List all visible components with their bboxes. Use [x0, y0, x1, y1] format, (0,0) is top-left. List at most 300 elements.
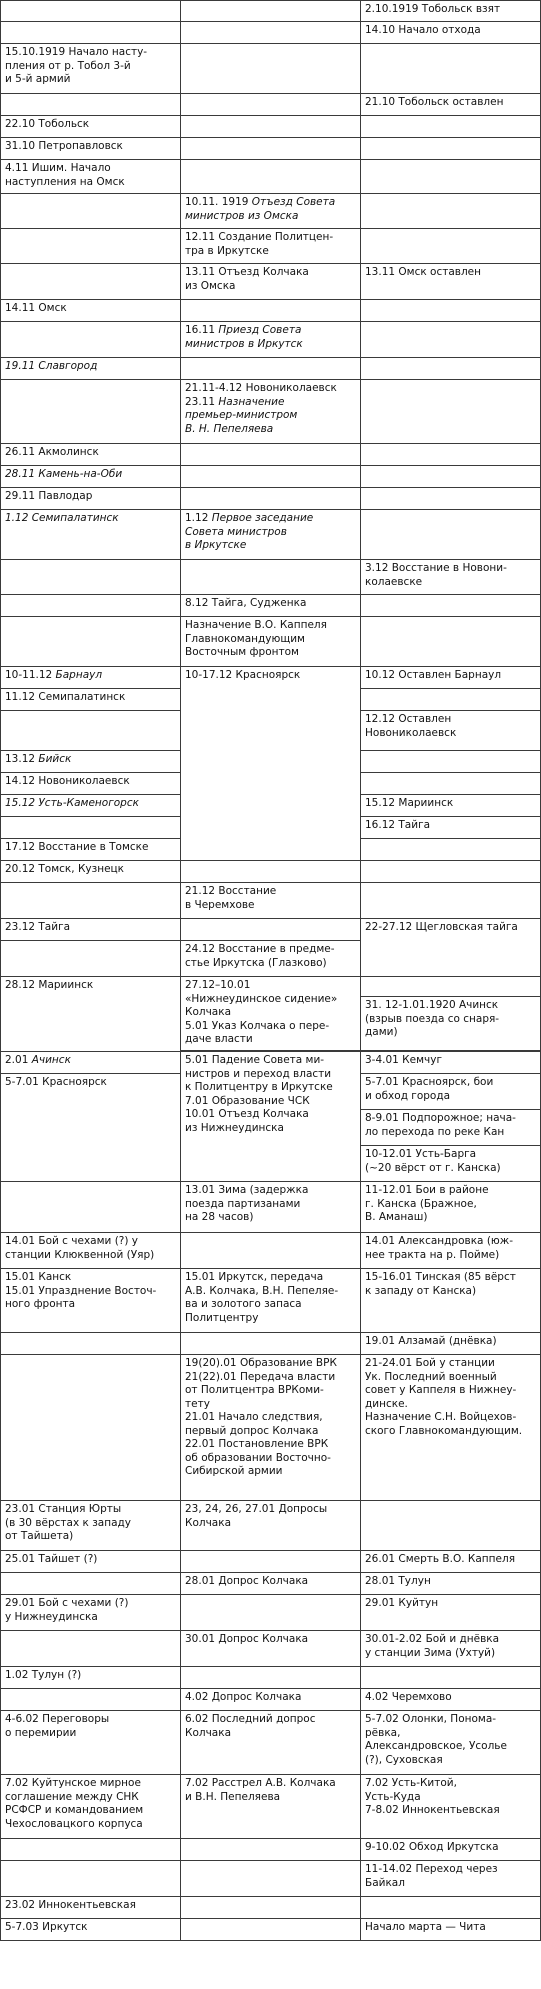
cell-line: Чехословацкого корпуса — [5, 1817, 143, 1830]
cell — [1, 1052, 181, 1074]
cell — [1, 1711, 181, 1775]
cell — [181, 941, 361, 977]
cell-line: 25.01 Тайшет (?) — [5, 1553, 98, 1565]
italic-line: 19.11 Славгород — [5, 360, 98, 372]
cell — [361, 1269, 541, 1333]
italic-text: Отъезд Совета — [251, 196, 336, 208]
cell-line: 29.01 Куйтун — [365, 1597, 439, 1609]
cell — [361, 1775, 541, 1839]
cell — [361, 1839, 541, 1861]
cell — [361, 1861, 541, 1897]
cell — [361, 160, 541, 194]
cell — [181, 116, 361, 138]
cell — [361, 997, 541, 1051]
cell-line: нистров и переход власти — [185, 1067, 332, 1080]
cell-line: 11.12 Семипалатинск — [5, 691, 126, 703]
cell-line: 23.01 Станция Юрты — [5, 1503, 122, 1515]
table-row — [1, 264, 541, 300]
cell — [361, 1595, 541, 1631]
italic-text: Приезд Совета — [218, 324, 302, 336]
table-row — [1, 510, 541, 560]
cell — [181, 667, 361, 861]
cell-line: 15.12 Мариинск — [365, 797, 454, 809]
cell — [1, 795, 181, 817]
cell-line: 21.11-4.12 Новониколаевск — [185, 382, 337, 394]
cell — [1, 689, 181, 711]
cell — [181, 322, 361, 358]
cell-line: Ук. Последний военный — [365, 1370, 497, 1383]
cell — [361, 194, 541, 229]
table-row — [1, 1667, 541, 1689]
cell — [1, 94, 181, 116]
cell-line: 3.12 Восстание в Новони- — [365, 562, 507, 574]
cell — [361, 1146, 541, 1182]
cell — [1, 22, 181, 44]
italic-line: в Иркутске — [185, 539, 247, 551]
cell-line: 12.11 Создание Политцен- — [185, 231, 334, 243]
cell-line: Байкал — [365, 1876, 405, 1889]
cell — [181, 1182, 361, 1233]
cell-line: 21.12 Восстание — [185, 885, 277, 897]
cell-line: 29.01 Бой с чехами (?) — [5, 1597, 129, 1609]
cell-line: 21.01 Начало следствия, — [185, 1411, 323, 1423]
cell — [1, 380, 181, 444]
cell — [181, 444, 361, 466]
cell-line: 10-12.01 Усть-Барга — [365, 1148, 477, 1160]
cell-line: колаевске — [365, 575, 423, 588]
cell — [361, 689, 541, 711]
cell-line — [185, 324, 356, 338]
cell-line: 19(20).01 Образование ВРК — [185, 1357, 337, 1369]
cell — [1, 1501, 181, 1551]
cell — [361, 861, 541, 883]
table-row — [1, 1333, 541, 1355]
cell-line: Политцентру — [185, 1311, 259, 1324]
cell-line: ного фронта — [5, 1298, 76, 1310]
table-row — [1, 1269, 541, 1333]
cell-line: Новониколаевск — [365, 726, 457, 739]
cell — [1, 1551, 181, 1573]
cell — [361, 138, 541, 160]
table-row — [1, 1631, 541, 1667]
cell-line: к Политцентру в Иркутске — [185, 1081, 333, 1093]
cell — [181, 264, 361, 300]
cell — [1, 1573, 181, 1595]
cell — [181, 358, 361, 380]
cell — [181, 1355, 361, 1501]
cell-line: 5-7.01 Красноярск — [5, 1076, 107, 1088]
cell — [1, 883, 181, 919]
cell — [1, 138, 181, 160]
table-row — [1, 22, 541, 44]
cell-line: 9-10.02 Обход Иркутска — [365, 1841, 499, 1853]
cell — [1, 595, 181, 617]
cell-line: 19.01 Алзамай (днёвка) — [365, 1335, 497, 1347]
cell-line — [5, 753, 176, 767]
cell — [1, 229, 181, 264]
cell — [1, 919, 181, 941]
cell-line: 29.11 Павлодар — [5, 490, 93, 502]
cell-line: 15.01 Канск — [5, 1271, 72, 1283]
cell — [1, 1839, 181, 1861]
cell — [361, 1919, 541, 1941]
cell-line: 13.01 Зима (задержка — [185, 1184, 309, 1196]
cell — [361, 22, 541, 44]
cell — [181, 466, 361, 488]
cell-line — [185, 196, 356, 210]
table-row — [1, 1689, 541, 1711]
table-row — [1, 919, 541, 941]
cell-line: в Черемхове — [185, 898, 255, 911]
cell-line: 28.12 Мариинск — [5, 979, 94, 991]
cell-line: и обход города — [365, 1089, 451, 1102]
cell — [361, 444, 541, 466]
cell-line: 3-4.01 Кемчуг — [365, 1054, 442, 1066]
cell-line: 20.12 Томск, Кузнецк — [5, 863, 125, 875]
cell-line: 8-9.01 Подпорожное; нача- — [365, 1112, 516, 1124]
cell-line: тра в Иркутске — [185, 244, 269, 257]
cell-line: 22-27.12 Щегловская тайга — [365, 921, 518, 933]
cell-line: 23, 24, 26, 27.01 Допросы — [185, 1503, 328, 1515]
cell-line: 5.01 Падение Совета ми- — [185, 1054, 325, 1066]
table-row — [1, 466, 541, 488]
table-row — [1, 444, 541, 466]
cell — [1, 116, 181, 138]
cell-line: 21(22).01 Передача власти — [185, 1370, 336, 1383]
cell-line: из Омска — [185, 279, 236, 292]
cell — [361, 488, 541, 510]
cell — [1, 1595, 181, 1631]
cell-line: даче власти — [185, 1033, 253, 1045]
cell-line: 22.01 Постановление ВРК — [185, 1438, 329, 1450]
cell — [361, 466, 541, 488]
cell — [1, 466, 181, 488]
table-row — [1, 229, 541, 264]
cell-line: 8.12 Тайга, Судженка — [185, 597, 307, 609]
cell — [181, 1333, 361, 1355]
cell-line: 13.11 Отъезд Колчака — [185, 266, 309, 278]
cell-line: Усть-Куда — [365, 1790, 421, 1803]
cell — [361, 1333, 541, 1355]
cell — [1, 1667, 181, 1689]
italic-text: Бийск — [38, 753, 72, 765]
italic-line: министров в Иркутск — [185, 337, 303, 350]
cell-line: Назначение С.Н. Войцехов- — [365, 1411, 517, 1423]
date-text: 16.11 — [185, 324, 219, 336]
cell-line: 4.11 Ишим. Начало — [5, 162, 111, 174]
cell — [1, 711, 181, 751]
italic-line: 1.12 Семипалатинск — [5, 512, 119, 524]
cell-line: 17.12 Восстание в Томске — [5, 841, 149, 853]
cell-line: Восточным фронтом — [185, 646, 299, 658]
cell — [181, 1839, 361, 1861]
cell — [361, 229, 541, 264]
cell-line: 10-17.12 Красноярск — [185, 669, 301, 681]
cell — [361, 977, 541, 997]
cell — [361, 1711, 541, 1775]
cell — [361, 817, 541, 839]
cell-line: Колчака — [185, 1006, 232, 1018]
cell — [181, 1775, 361, 1839]
table-row — [1, 116, 541, 138]
cell-line: 11-12.01 Бои в районе — [365, 1184, 489, 1196]
italic-line: министров из Омска — [185, 209, 299, 222]
italic-text: Назначение — [218, 395, 285, 408]
cell-line: 28.01 Тулун — [365, 1575, 431, 1587]
cell-line: Колчака — [185, 1516, 232, 1529]
cell-line: динске. — [365, 1397, 408, 1410]
cell-line: 21.10 Тобольск оставлен — [365, 96, 504, 108]
cell — [1, 1269, 181, 1333]
italic-line: 28.11 Камень-на-Оби — [5, 468, 123, 480]
cell-line: 5-7.03 Иркутск — [5, 1921, 88, 1933]
cell-line: у Нижнеудинска — [5, 1610, 98, 1623]
italic-line: Совета министров — [185, 525, 287, 538]
cell — [361, 711, 541, 751]
cell — [1, 773, 181, 795]
cell-line: Александровское, Усолье — [365, 1740, 507, 1752]
italic-text: Первое заседание — [211, 512, 314, 524]
cell-line: 14.01 Александровка (юж- — [365, 1235, 513, 1247]
table-row — [1, 1551, 541, 1573]
table-row — [1, 1919, 541, 1941]
cell-line: 15.01 Упразднение Восточ- — [5, 1284, 157, 1297]
table-row — [1, 194, 541, 229]
cell — [361, 751, 541, 773]
cell — [1, 977, 181, 1052]
cell — [361, 1052, 541, 1074]
cell-line: ского Главнокомандующим. — [365, 1424, 523, 1437]
cell — [181, 194, 361, 229]
cell-line: (~20 вёрст от г. Канска) — [365, 1161, 501, 1174]
cell — [181, 1, 361, 22]
cell — [181, 44, 361, 94]
cell-line: 6.02 Последний допрос — [185, 1713, 316, 1725]
cell-line: 5.01 Указ Колчака о пере- — [185, 1019, 330, 1032]
cell — [361, 380, 541, 444]
cell — [1, 322, 181, 358]
cell — [181, 1667, 361, 1689]
cell-line: 2.10.1919 Тобольск взят — [365, 3, 501, 15]
table-row — [1, 667, 541, 689]
cell-line: и В.Н. Пепеляева — [185, 1790, 281, 1803]
date-text: 10-11.12 — [5, 669, 56, 681]
cell-line: г. Канска (Бражное, — [365, 1197, 477, 1210]
cell-line: 21-24.01 Бой у станции — [365, 1357, 495, 1369]
cell — [1, 839, 181, 861]
cell-line: 27.12–10.01 — [185, 979, 251, 991]
cell — [361, 839, 541, 861]
cell-line: 5-7.01 Красноярск, бои — [365, 1076, 494, 1088]
cell-line: 7.01 Образование ЧСК — [185, 1094, 310, 1107]
cell-line: тету — [185, 1397, 210, 1410]
cell-line: нее тракта на р. Пойме) — [365, 1248, 500, 1261]
italic-line: премьер-министром — [185, 409, 298, 421]
date-text: 2.01 — [5, 1054, 32, 1066]
cell — [181, 1551, 361, 1573]
cell-line: 23.12 Тайга — [5, 921, 71, 933]
italic-text: Ачинск — [31, 1054, 71, 1066]
cell-line: у станции Зима (Ухтуй) — [365, 1646, 496, 1659]
cell-line: «Нижнеудинское сидение» — [185, 992, 338, 1005]
cell — [1, 1, 181, 22]
cell — [181, 160, 361, 194]
table-row — [1, 1233, 541, 1269]
table-row — [1, 488, 541, 510]
cell-line: дами) — [365, 1026, 398, 1038]
cell-line: 7.02 Куйтунское мирное — [5, 1777, 141, 1789]
cell — [181, 138, 361, 160]
cell-line: 14.01 Бой с чехами (?) у — [5, 1235, 139, 1247]
cell — [181, 560, 361, 595]
cell — [181, 1501, 361, 1551]
cell — [181, 488, 361, 510]
cell-line: 16.12 Тайга — [365, 819, 431, 831]
table-row — [1, 1711, 541, 1775]
cell — [361, 358, 541, 380]
cell-line: от Тайшета) — [5, 1530, 74, 1542]
italic-line: В. Н. Пепеляева — [185, 422, 274, 435]
cell-line: А.В. Колчака, В.Н. Пепеляе- — [185, 1284, 339, 1297]
cell-line: 1.02 Тулун (?) — [5, 1669, 82, 1681]
cell-line: к западу от Канска) — [365, 1284, 477, 1297]
cell — [181, 300, 361, 322]
cell-line: 4.02 Черемхово — [365, 1691, 452, 1703]
cell-line: ва и золотого запаса — [185, 1298, 302, 1310]
table-row — [1, 1595, 541, 1631]
cell — [361, 264, 541, 300]
cell-line: РСФСР и командованием — [5, 1804, 144, 1816]
italic-line: 15.12 Усть-Каменогорск — [5, 797, 139, 809]
cell — [1, 488, 181, 510]
table-row — [1, 1897, 541, 1919]
date-text: 10.11. 1919 — [185, 196, 252, 208]
cell — [361, 1, 541, 22]
table-row — [1, 1839, 541, 1861]
cell — [1, 1333, 181, 1355]
cell-line: 31.10 Петропавловск — [5, 140, 123, 152]
cell — [181, 1897, 361, 1919]
cell-line: поезда партизанами — [185, 1197, 301, 1210]
cell-line: 26.11 Акмолинск — [5, 446, 99, 458]
cell-line: наступления на Омск — [5, 175, 125, 188]
cell — [1, 1861, 181, 1897]
cell-line: 31. 12-1.01.1920 Ачинск — [365, 999, 499, 1011]
cell — [1, 941, 181, 977]
cell — [181, 595, 361, 617]
cell-line: 10.12 Оставлен Барнаул — [365, 669, 502, 681]
cell-line: (в 30 вёрстах к западу — [5, 1516, 131, 1529]
cell-line: 24.12 Восстание в предме- — [185, 943, 335, 955]
cell-line: 4-6.02 Переговоры — [5, 1713, 110, 1725]
table-row — [1, 617, 541, 667]
table-row — [1, 977, 541, 997]
table-row — [1, 1775, 541, 1839]
cell — [361, 595, 541, 617]
cell-line: 4.02 Допрос Колчака — [185, 1691, 302, 1703]
cell-line — [185, 396, 356, 410]
cell-line: об образовании Восточно- — [185, 1451, 331, 1464]
cell-line: стье Иркутска (Глазково) — [185, 956, 327, 969]
table-row — [1, 1501, 541, 1551]
cell — [361, 1551, 541, 1573]
cell — [361, 1689, 541, 1711]
cell — [1, 44, 181, 94]
cell — [181, 919, 361, 941]
cell-line: о перемирии — [5, 1726, 77, 1739]
cell — [1, 510, 181, 560]
cell — [1, 444, 181, 466]
cell — [181, 510, 361, 560]
cell — [1, 1631, 181, 1667]
cell — [1, 817, 181, 839]
cell — [361, 1631, 541, 1667]
table-row — [1, 1052, 541, 1074]
cell — [361, 1667, 541, 1689]
cell-line: 7.02 Расстрел А.В. Колчака — [185, 1777, 336, 1789]
cell — [181, 861, 361, 883]
table-row — [1, 138, 541, 160]
cell — [181, 1269, 361, 1333]
table-row — [1, 1355, 541, 1501]
cell — [1, 300, 181, 322]
cell — [361, 44, 541, 94]
cell-line: 11-14.02 Переход через — [365, 1863, 498, 1875]
cell-line: 28.01 Допрос Колчака — [185, 1575, 309, 1587]
cell-line: 14.10 Начало отхода — [365, 24, 481, 36]
cell — [1, 1919, 181, 1941]
cell — [181, 1631, 361, 1667]
table-row — [1, 358, 541, 380]
cell — [361, 617, 541, 667]
cell — [361, 1233, 541, 1269]
cell — [361, 1182, 541, 1233]
cell-line: Главнокомандующим — [185, 632, 305, 645]
cell-line: и 5-й армий — [5, 73, 71, 85]
cell-line: (?), Суховская — [365, 1753, 443, 1766]
cell — [1, 751, 181, 773]
table-row — [1, 44, 541, 94]
cell — [361, 94, 541, 116]
cell-line: Начало марта — Чита — [365, 1921, 486, 1933]
cell — [1, 617, 181, 667]
table-row — [1, 322, 541, 358]
cell — [1, 1355, 181, 1501]
cell-line: (взрыв поезда со снаря- — [365, 1012, 500, 1025]
cell — [1, 1074, 181, 1182]
cell — [361, 883, 541, 919]
cell-line: 13.11 Омск оставлен — [365, 266, 482, 278]
cell — [1, 358, 181, 380]
cell-line: первый допрос Колчака — [185, 1424, 319, 1437]
cell-line: 15.10.1919 Начало насту- — [5, 46, 148, 58]
cell — [181, 1052, 361, 1182]
cell — [181, 1689, 361, 1711]
table-row — [1, 861, 541, 883]
cell — [1, 264, 181, 300]
cell — [1, 1775, 181, 1839]
cell — [181, 22, 361, 44]
cell-line: 23.02 Иннокентьевская — [5, 1899, 136, 1911]
date-text: 1.12 — [185, 512, 212, 524]
cell-line: рёвка, — [365, 1726, 401, 1739]
cell — [181, 1595, 361, 1631]
cell-line: 10.01 Отъезд Колчака — [185, 1108, 309, 1120]
cell-line: на 28 часов) — [185, 1211, 254, 1223]
cell — [1, 1233, 181, 1269]
cell-line: 22.10 Тобольск — [5, 118, 90, 130]
cell — [1, 861, 181, 883]
